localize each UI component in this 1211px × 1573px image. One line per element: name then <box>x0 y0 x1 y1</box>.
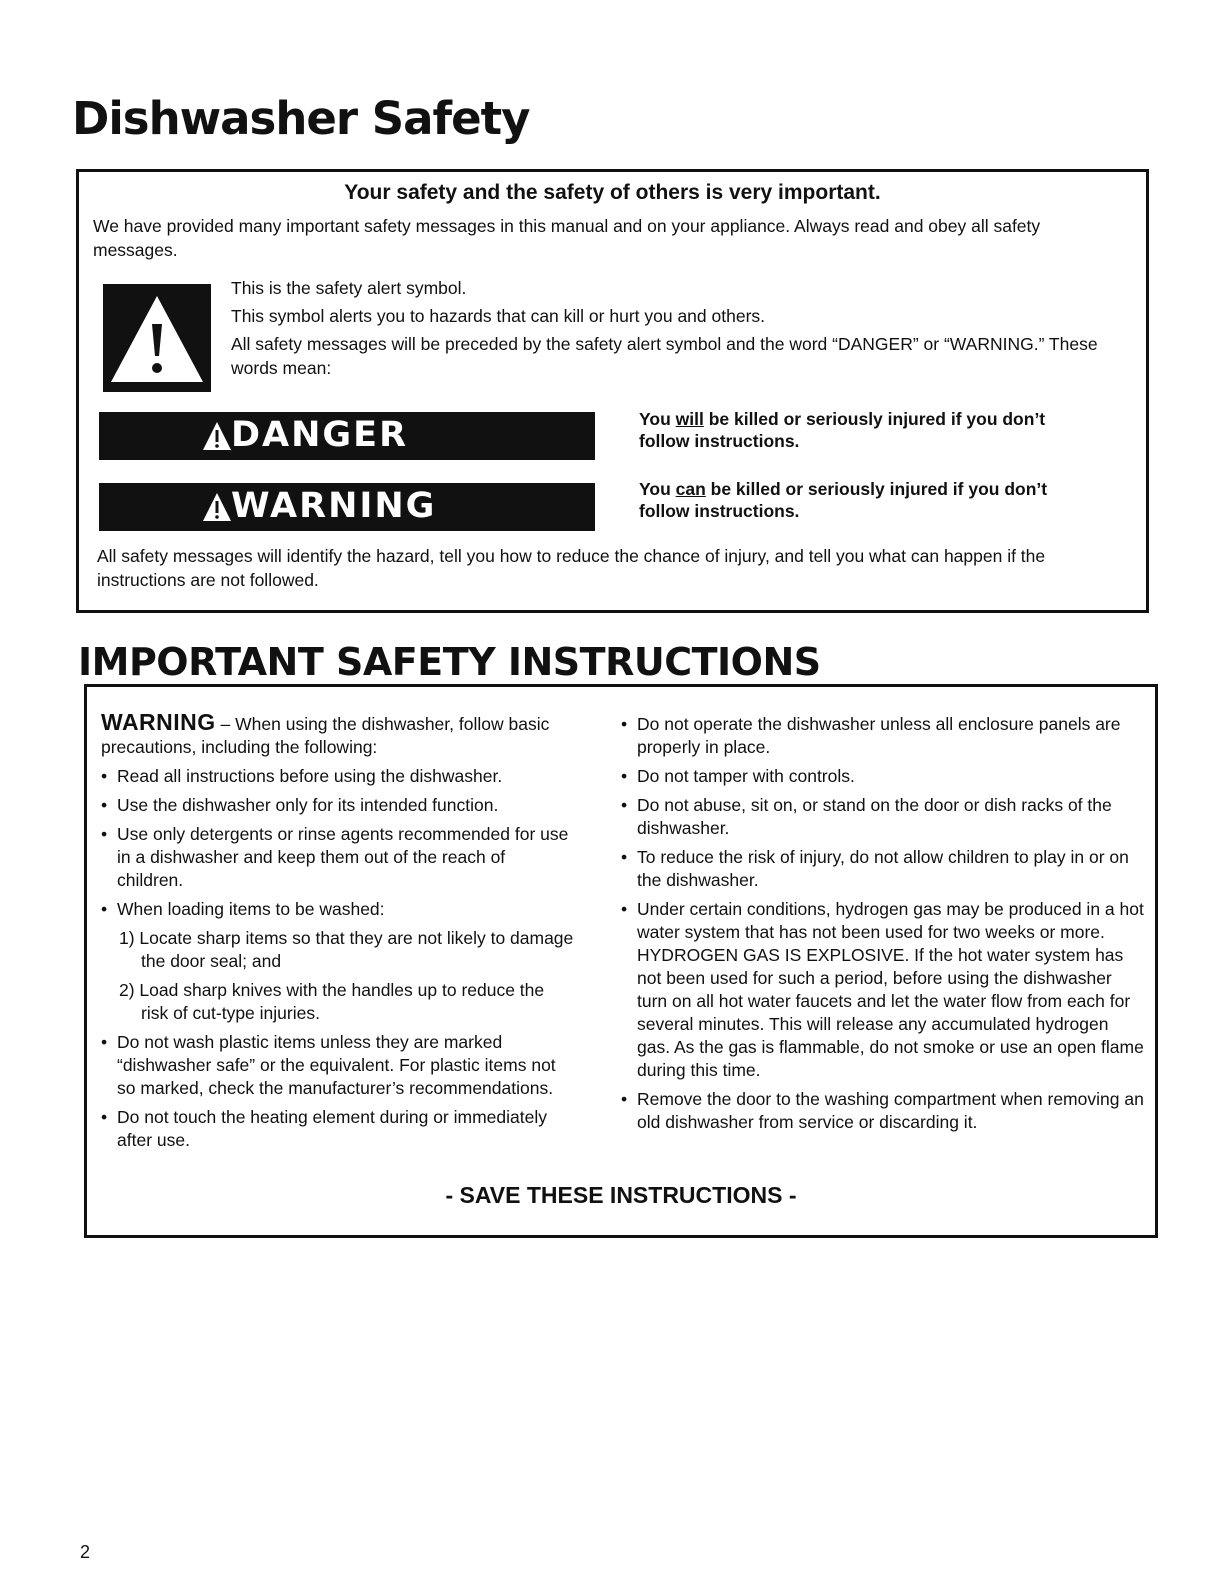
instruction-sub-item: 1) Locate sharp items so that they are not likely to damage the door seal; and <box>119 928 574 971</box>
symbol-line: This symbol alerts you to hazards that can kill or hurt you and others. <box>231 306 766 326</box>
page-title: Dishwasher Safety <box>72 92 530 145</box>
instruction-item: • Do not touch the heating element during or immediately after use. <box>101 1106 575 1152</box>
safety-heading: Your safety and the safety of others is very important. <box>344 181 881 204</box>
symbol-line: All safety messages will be preceded by the safety alert symbol and the word “DANGER” or “WARNING.” These words mean: <box>231 334 1098 378</box>
instruction-item: • Do not abuse, sit on, or stand on the door or dish racks of the dishwasher. <box>621 794 1146 840</box>
danger-description: You will be killed or seriously injured if you don’t follow instructions. <box>639 409 1046 451</box>
danger-alert-icon <box>99 412 239 460</box>
warning-alert-icon <box>99 483 239 531</box>
danger-banner <box>99 412 595 460</box>
warning-intro: WARNING – When using the dishwasher, follow basic precautions, including the following: <box>101 709 550 757</box>
instruction-item: • When loading items to be washed: <box>101 898 575 921</box>
instruction-item: • Use the dishwasher only for its intended function. <box>101 794 575 817</box>
warning-description: You can be killed or seriously injured if you don’t follow instructions. <box>639 479 1048 521</box>
danger-label: DANGER <box>231 415 409 455</box>
safety-closing-text: All safety messages will identify the hazard, tell you how to reduce the chance of injury, and tell you what can happen if the instructions are not followed. <box>97 546 1046 590</box>
safety-messages-box <box>76 169 1149 613</box>
safety-alert-symbol-icon <box>103 284 211 392</box>
instructions-box <box>84 684 1158 1238</box>
instruction-item: • Use only detergents or rinse agents recommended for use in a dishwasher and keep them out of the reach of children. <box>101 823 575 892</box>
instruction-item: • Do not operate the dishwasher unless all enclosure panels are properly in place. <box>621 713 1146 759</box>
safety-intro: We have provided many important safety messages in this manual and on your appliance. Always read and obey all safety messages. <box>93 216 1041 260</box>
instruction-item: • Do not wash plastic items unless they are marked “dishwasher safe” or the equivalent. For plastic items not so marked, check the manufacturer’s recommendations. <box>101 1031 575 1100</box>
instruction-item: • Do not tamper with controls. <box>621 765 1146 788</box>
symbol-line: This is the safety alert symbol. <box>231 278 467 298</box>
instructions-left-column <box>101 711 575 1152</box>
instructions-right-column <box>621 713 1146 1134</box>
symbol-explanation <box>231 276 1111 384</box>
warning-banner <box>99 483 595 531</box>
warning-label: WARNING <box>231 486 437 526</box>
save-instructions-text: - SAVE THESE INSTRUCTIONS - <box>445 1182 797 1208</box>
instruction-item: • Remove the door to the washing compartment when removing an old dishwasher from service or discarding it. <box>621 1088 1146 1134</box>
page-number: 2 <box>80 1542 91 1562</box>
section-title: IMPORTANT SAFETY INSTRUCTIONS <box>78 640 821 684</box>
instruction-item: • To reduce the risk of injury, do not allow children to play in or on the dishwasher. <box>621 846 1146 892</box>
instruction-sub-item: 2) Load sharp knives with the handles up to reduce the risk of cut-type injuries. <box>119 980 545 1023</box>
instruction-item: • Under certain conditions, hydrogen gas may be produced in a hot water system that has not been used for two weeks or more. HYDROGEN GAS IS EXPLOSIVE. If the hot water system has not been used for such a period, before using the dishwasher turn on all hot water faucets and let the water flow from each for several minutes. This will release any accumulated hydrogen gas. As the gas is flammable, do not smoke or use an open flame during this time. <box>621 898 1146 1082</box>
instruction-item: • Read all instructions before using the dishwasher. <box>101 765 575 788</box>
